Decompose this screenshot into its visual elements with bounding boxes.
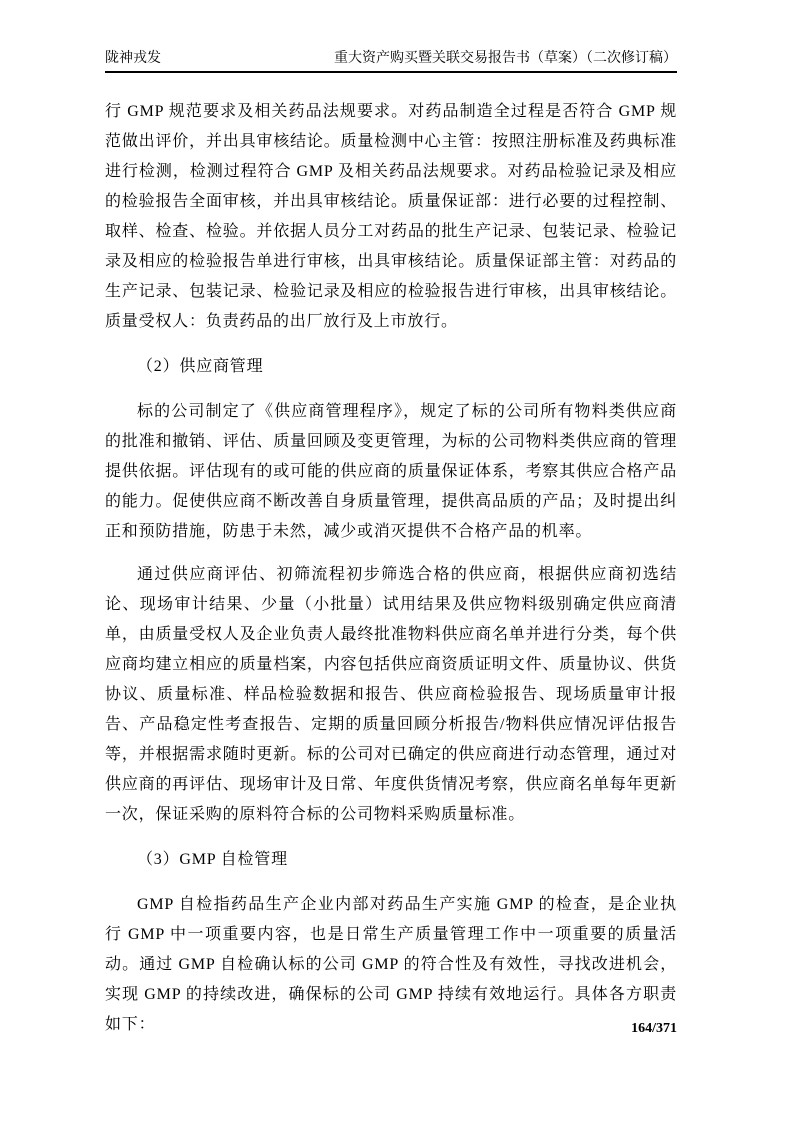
paragraph-supplier-evaluation: 通过供应商评估、初筛流程初步筛选合格的供应商，根据供应商初选结论、现场审计结果、少量（小批量）试用结果及供应物料级别确定供应商清单，由质量受权人及企业负责人最终批准物料供应商名单并进行分类，每个供应商均建立相应的质量档案，内容包括供应商资质证明文件、质量协议、供货协议、质量标准、样品检验数据和报告、供应商检验报告、现场质量审计报告、产品稳定性考查报告、定期的质量回顾分析报告/物料供应情况评估报告等，并根据需求随时更新。标的公司对已确定的供应商进行动态管理，通过对供应商的再评估、现场审计及日常、年度供货情况考察，供应商名单每年更新一次，保证采购的原料符合标的公司物料采购质量标准。: [105, 566, 677, 823]
page-number: 164/371: [631, 1021, 677, 1036]
paragraph-gmp-self-inspection: GMP 自检指药品生产企业内部对药品生产实施 GMP 的检查，是企业执行 GMP 中一项重要内容，也是日常生产质量管理工作中一项重要的质量活动。通过 GMP 自检确认标的公司 GMP 的符合性及有效性，寻找改进机会，实现 GMP 的持续改进，确保标的公司 GMP 持续有效地运行。具体各方职责如下：: [105, 896, 677, 1033]
document-body: [105, 97, 677, 1040]
paragraph-gmp-quality-duties: 行 GMP 规范要求及相关药品法规要求。对药品制造全过程是否符合 GMP 规范做出评价，并出具审核结论。质量检测中心主管：按照注册标准及药典标准进行检测，检测过程符合 GMP 及相关药品法规要求。对药品检验记录及相应的检验报告全面审核，并出具审核结论。质量保证部：进行必要的过程控制、取样、检查、检验。并依据人员分工对药品的批生产记录、包装记录、检验记录及相应的检验报告单进行审核，出具审核结论。质量保证部主管：对药品的生产记录、包装记录、检验记录及相应的检验报告进行审核，出具审核结论。质量受权人：负责药品的出厂放行及上市放行。: [105, 103, 677, 330]
paragraph-supplier-program: 标的公司制定了《供应商管理程序》，规定了标的公司所有物料类供应商的批准和撤销、评估、质量回顾及变更管理，为标的公司物料类供应商的管理提供依据。评估现有的或可能的供应商的质量保证体系，考察其供应合格产品的能力。促使供应商不断改善自身质量管理，提供高品质的产品；及时提出纠正和预防措施，防患于未然，减少或消灭提供不合格产品的机率。: [105, 403, 677, 540]
header-divider: [105, 71, 677, 73]
header-report-title: 重大资产购买暨关联交易报告书（草案）（二次修订稿）: [334, 51, 677, 66]
header-company-name: 陇神戎发: [105, 51, 161, 66]
heading-supplier-management: （2）供应商管理: [137, 358, 264, 375]
page-footer: [105, 1020, 677, 1038]
page-header: [105, 50, 677, 68]
heading-gmp-self-inspection: （3）GMP 自检管理: [137, 851, 288, 868]
